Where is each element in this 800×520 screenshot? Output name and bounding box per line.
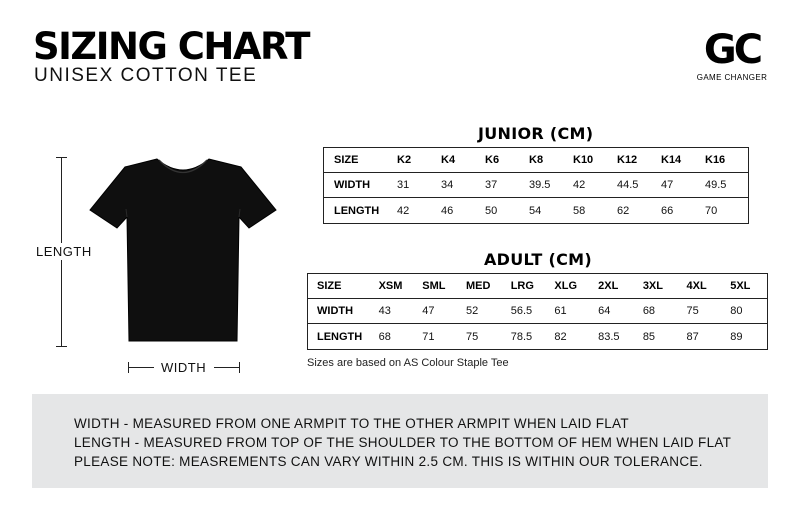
table-cell: 58 [573, 204, 586, 217]
table-header-cell: 2XL [598, 280, 619, 292]
table-cell: 47 [422, 305, 435, 317]
table-cell: 62 [617, 204, 630, 217]
width-measure-line-right [214, 367, 239, 368]
table-cell: 43 [378, 305, 391, 317]
table-header-cell: SIZE [317, 280, 342, 292]
table-cell: 39.5 [529, 179, 551, 191]
table-header-cell: K2 [397, 154, 412, 166]
table-cell: 70 [705, 204, 718, 217]
table-cell: 80 [730, 305, 743, 317]
table-cell: LENGTH [334, 204, 380, 217]
table-header-cell: K10 [573, 154, 594, 166]
length-label: LENGTH [36, 244, 92, 259]
info-line: LENGTH - MEASURED FROM TOP OF THE SHOULDER TO THE BOTTOM OF HEM WHEN LAID FLAT [74, 435, 732, 450]
table-cell: 52 [466, 305, 479, 317]
table-cell: 44.5 [617, 179, 639, 191]
table-cell: 42 [397, 204, 410, 217]
table-cell: 78.5 [510, 330, 533, 343]
table-row [308, 299, 767, 324]
table-cell: 82 [554, 330, 567, 343]
table-cell: 71 [422, 330, 435, 343]
table-cell: 64 [598, 305, 611, 317]
brand-logo [682, 28, 782, 82]
table-cell: WIDTH [334, 179, 371, 191]
length-measure-cap-bottom [56, 346, 67, 347]
table-header-cell: 3XL [642, 280, 663, 292]
table-header-cell: MED [466, 280, 491, 292]
table-header-cell: SIZE [334, 154, 359, 166]
page-title: SIZING CHART [33, 25, 310, 68]
table-cell: 85 [642, 330, 656, 343]
junior-table-title: JUNIOR (CM) [478, 124, 594, 143]
table-cell: LENGTH [317, 330, 363, 343]
table-cell: 89 [730, 330, 743, 343]
table-cell: 61 [554, 305, 567, 317]
logo-mark: GC [703, 27, 761, 73]
table-cell: WIDTH [317, 305, 354, 317]
table-header-cell: 4XL [686, 280, 707, 292]
table-cell: 49.5 [705, 179, 727, 191]
length-measure-cap-top [56, 157, 67, 158]
table-cell: 34 [441, 179, 454, 191]
table-row [308, 324, 767, 349]
table-header-cell: K16 [705, 154, 726, 166]
table-cell: 87 [686, 330, 699, 343]
table-row [324, 198, 748, 223]
info-line: PLEASE NOTE: MEASREMENTS CAN VARY WITHIN 2.5 CM. THIS IS WITHIN OUR TOLERANCE. [74, 454, 703, 469]
junior-size-table [323, 147, 749, 224]
page-subtitle: UNISEX COTTON TEE [34, 65, 258, 86]
width-measure-cap-right [239, 362, 240, 373]
table-cell: 54 [529, 204, 542, 217]
table-cell: 50 [485, 204, 498, 217]
table-cell: 68 [378, 330, 391, 343]
table-cell: 68 [642, 305, 656, 317]
table-header-cell: K14 [661, 154, 682, 166]
tshirt-icon [87, 155, 279, 345]
table-cell: 83.5 [598, 330, 620, 343]
table-cell: 56.5 [510, 305, 533, 317]
logo-text: GAME CHANGER [696, 73, 768, 82]
table-header-cell: 5XL [730, 280, 751, 292]
table-header-cell: SML [422, 280, 446, 292]
table-row [308, 274, 767, 299]
table-header-cell: K12 [617, 154, 638, 166]
info-line: WIDTH - MEASURED FROM ONE ARMPIT TO THE OTHER ARMPIT WHEN LAID FLAT [74, 416, 629, 431]
table-cell: 46 [441, 204, 454, 217]
table-row [324, 148, 748, 173]
width-measure-line-left [128, 367, 154, 368]
table-cell: 37 [485, 179, 498, 191]
adult-size-table [307, 273, 768, 350]
table-cell: 47 [661, 179, 674, 191]
table-cell: 42 [573, 179, 586, 191]
sizing-note: Sizes are based on AS Colour Staple Tee [307, 357, 509, 369]
table-cell: 75 [466, 330, 479, 343]
table-header-cell: XLG [554, 280, 578, 292]
table-header-cell: K6 [485, 154, 500, 166]
table-row [324, 173, 748, 198]
adult-table-title: ADULT (CM) [484, 250, 592, 269]
table-cell: 66 [661, 204, 674, 217]
table-header-cell: LRG [510, 280, 534, 292]
table-header-cell: K8 [529, 154, 544, 166]
measurement-info-box [32, 394, 768, 488]
table-cell: 31 [397, 179, 410, 191]
table-header-cell: K4 [441, 154, 456, 166]
width-label: WIDTH [161, 360, 207, 375]
table-header-cell: XSM [378, 280, 403, 292]
table-cell: 75 [686, 305, 699, 317]
